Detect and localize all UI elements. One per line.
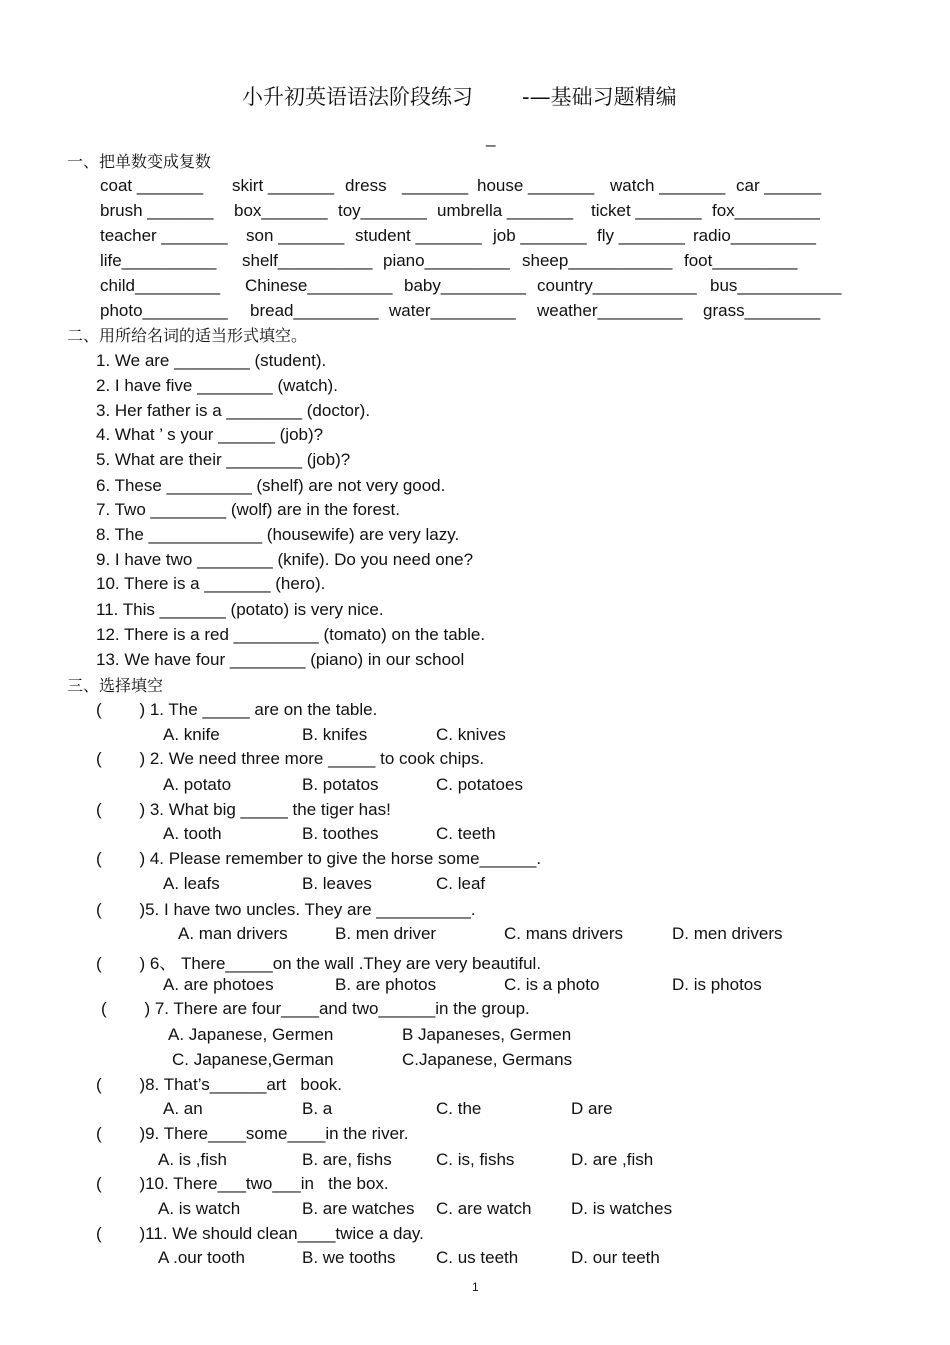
s3-option: A. is ,fish [158,1150,227,1169]
s3-option: B Japaneses, Germen [402,1025,572,1044]
s3-option: A. man drivers [178,924,288,943]
s1-word: grass________ [703,301,821,320]
s2-item: 11. This _______ (potato) is very nice. [96,600,384,619]
s1-word: toy_______ [338,201,427,220]
s3-question: ( )10. There___two___in the box. [96,1174,389,1193]
s3-option: D. is photos [672,975,762,994]
s2-item: 3. Her father is a ________ (doctor). [96,401,371,420]
s2-item: 6. These _________ (shelf) are not very good. [96,476,446,495]
page-title-left: 小升初英语语法阶段练习 [242,85,473,109]
s1-word: watch _______ [610,176,726,195]
section1-heading: 一、把单数变成复数 [67,152,212,171]
s1-word: child_________ [100,276,221,295]
page-number: 1 [472,1280,479,1294]
s3-question: ( ) 2. We need three more _____ to cook chips. [96,749,485,768]
s3-option: A. an [163,1099,203,1118]
s3-option: C. is a photo [504,975,600,994]
s3-option: D. are ,fish [571,1150,654,1169]
s3-option: A. is watch [158,1199,241,1218]
s3-option: C.Japanese, Germans [402,1050,573,1069]
s1-word: piano_________ [383,251,510,270]
s1-word: car ______ [736,176,822,195]
s3-question: ( ) 3. What big _____ the tiger has! [96,800,391,819]
s3-option: C. Japanese,German [172,1050,334,1069]
s3-option: B. are photos [335,975,437,994]
s1-word: radio_________ [693,226,816,245]
s1-word: skirt _______ [232,176,335,195]
s2-item: 2. I have five ________ (watch). [96,376,338,395]
s3-question: ( ) 4. Please remember to give the horse some______. [96,849,542,868]
s1-word: water_________ [389,301,516,320]
s3-option: C. are watch [436,1199,532,1218]
s3-option: B. a [302,1099,333,1118]
s1-word: life__________ [100,251,217,270]
s3-option: D. is watches [571,1199,673,1218]
s3-option: C. leaf [436,874,486,893]
s3-option: D. our teeth [571,1248,660,1267]
s3-option: B. are, fishs [302,1150,392,1169]
s3-option: C. potatoes [436,775,523,794]
s2-item: 4. What ’ s your ______ (job)? [96,425,324,444]
s3-option: A. Japanese, Germen [168,1025,334,1044]
s2-item: 9. I have two ________ (knife). Do you need one? [96,550,474,569]
s1-word: fox_________ [712,201,820,220]
s3-option: A. leafs [163,874,220,893]
s3-option: C. us teeth [436,1248,519,1267]
s1-word: foot_________ [684,251,798,270]
s1-word: ticket _______ [591,201,702,220]
s1-word: baby_________ [404,276,526,295]
s3-question: ( )11. We should clean____twice a day. [96,1224,424,1243]
s1-word: fly _______ [597,226,685,245]
s2-item: 13. We have four ________ (piano) in our school [96,650,465,669]
s1-word: _______ [402,176,469,195]
s1-word: dress [345,176,387,195]
s1-word: house _______ [477,176,595,195]
s3-option: B. toothes [302,824,379,843]
s3-option: D. men drivers [672,924,783,943]
s3-option: B. knifes [302,725,368,744]
s3-option: B. potatos [302,775,379,794]
s1-word: job _______ [493,226,587,245]
s1-word: son _______ [246,226,345,245]
s3-option: D are [571,1099,613,1118]
s3-option: B. we tooths [302,1248,396,1267]
s1-word: teacher _______ [100,226,228,245]
s3-option: C. teeth [436,824,496,843]
s3-option: A. are photoes [163,975,274,994]
section2-heading: 二、用所给名词的适当形式填空。 [67,326,308,345]
s2-item: 7. Two ________ (wolf) are in the forest. [96,500,400,519]
s1-word: country___________ [537,276,697,295]
s1-word: sheep___________ [522,251,673,270]
s3-question: ( )5. I have two uncles. They are __________. [96,900,476,919]
s1-word: brush _______ [100,201,214,220]
s1-word: umbrella _______ [437,201,574,220]
s3-question: ( )9. There____some____in the river. [96,1124,409,1143]
s2-item: 10. There is a _______ (hero). [96,574,326,593]
s3-question: ( ) 6、 There_____on the wall .They are very beautiful. [96,954,542,973]
s3-question: ( ) 7. There are four____and two______in the group. [101,999,530,1018]
s2-item: 8. The ____________ (housewife) are very lazy. [96,525,460,544]
s1-word: student _______ [355,226,482,245]
s3-option: C. the [436,1099,482,1118]
s1-word: photo_________ [100,301,228,320]
s1-word: box_______ [234,201,328,220]
s3-question: ( ) 1. The _____ are on the table. [96,700,378,719]
s3-option: A. tooth [163,824,222,843]
s2-item: 5. What are their ________ (job)? [96,450,351,469]
page-title-right: -—基础习题精编 [522,85,677,109]
s3-option: A. knife [163,725,220,744]
s3-option: B. men driver [335,924,437,943]
s3-option: C. is, fishs [436,1150,515,1169]
s3-option: C. knives [436,725,506,744]
s2-item: 1. We are ________ (student). [96,351,327,370]
s1-word: bread_________ [250,301,379,320]
s1-word: coat _______ [100,176,204,195]
s3-question: ( )8. That’s______art book. [96,1075,343,1094]
s1-word: shelf__________ [242,251,373,270]
small-dash: _ [486,128,496,147]
s2-item: 12. There is a red _________ (tomato) on the table. [96,625,486,644]
s3-option: A .our tooth [158,1248,245,1267]
s1-word: Chinese_________ [245,276,393,295]
s3-option: C. mans drivers [504,924,624,943]
s1-word: weather_________ [537,301,683,320]
s3-option: B. are watches [302,1199,415,1218]
s3-option: B. leaves [302,874,372,893]
section3-heading: 三、选择填空 [67,676,164,695]
s3-option: A. potato [163,775,232,794]
s1-word: bus___________ [710,276,842,295]
